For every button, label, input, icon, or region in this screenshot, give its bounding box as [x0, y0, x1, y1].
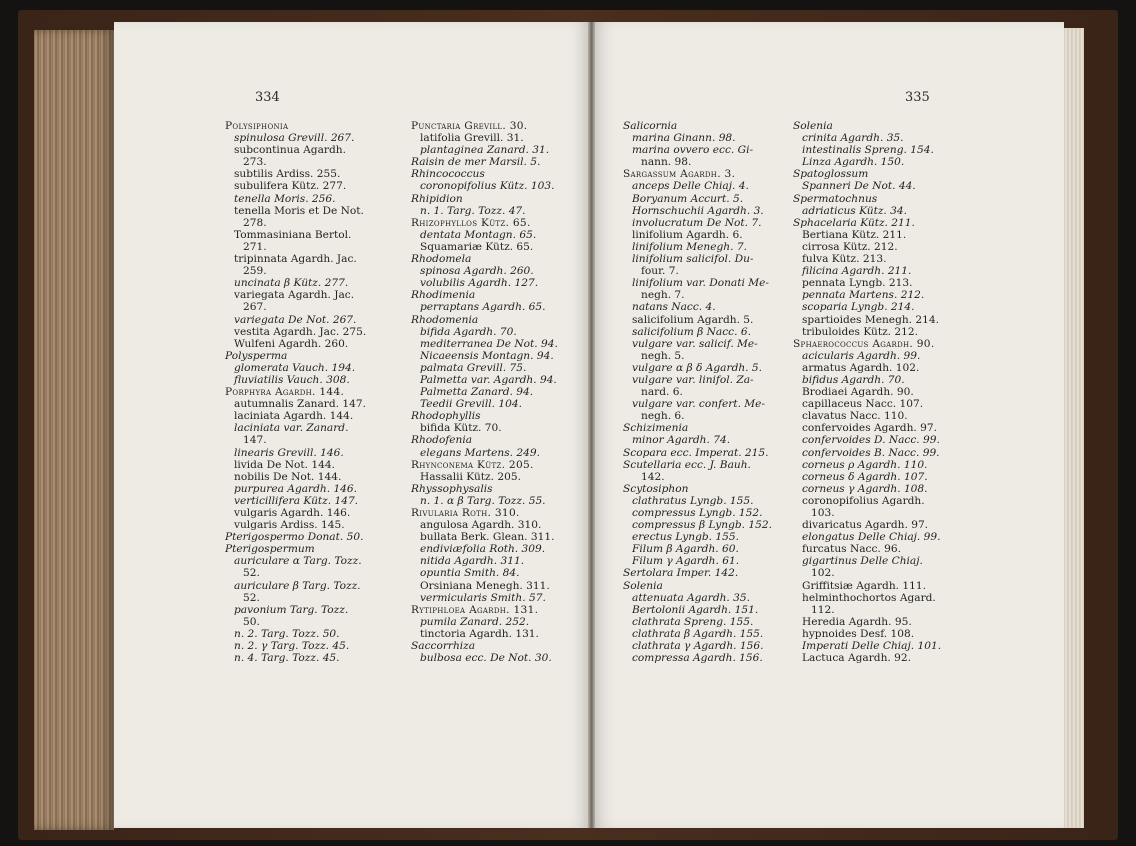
index-entry: subcontinua Agardh. — [234, 144, 346, 157]
index-entry: subtilis Ardiss. 255. — [234, 168, 341, 181]
index-entry: n. 4. Targ. Tozz. 45. — [234, 652, 340, 665]
index-entry: Pterigospermo Donat. 50. — [225, 531, 364, 544]
index-entry: purpurea Agardh. 146. — [234, 482, 358, 495]
index-entry: elegans Martens. 249. — [420, 446, 540, 459]
page-edges-right — [1062, 28, 1084, 828]
index-entry: Teedii Grevill. 104. — [420, 398, 522, 411]
index-entry: Boryanum Accurt. 5. — [632, 192, 744, 205]
index-entry: cirrosa Kütz. 212. — [802, 240, 898, 253]
index-entry: autumnalis Zanard. 147. — [234, 398, 366, 411]
index-entry: tenella Moris. 256. — [234, 192, 336, 205]
index-entry: salicifolium Agardh. 5. — [632, 313, 754, 326]
index-entry: Linza Agardh. 150. — [802, 156, 905, 169]
index-entry: spartioides Menegh. 214. — [802, 313, 939, 326]
index-entry: auriculare β Targ. Tozz. — [234, 579, 361, 592]
index-entry: dentata Montagn. 65. — [420, 228, 537, 241]
index-entry: variegata De Not. 267. — [234, 313, 357, 326]
index-entry: n. 2. γ Targ. Tozz. 45. — [234, 640, 350, 653]
index-entry: Filum γ Agardh. 61. — [632, 555, 740, 568]
index-entry: angulosa Agardh. 310. — [420, 519, 542, 532]
index-entry: filicina Agardh. 211. — [802, 265, 912, 278]
index-entry: n. 1. α β Targ. Tozz. 55. — [420, 494, 546, 507]
index-entry: tinctoria Agardh. 131. — [420, 627, 539, 640]
index-entry: crinita Agardh. 35. — [802, 132, 904, 145]
index-entry: 50. — [243, 615, 260, 628]
index-entry: pennata Martens. 212. — [802, 289, 925, 302]
index-entry: bullata Berk. Glean. 311. — [420, 531, 555, 544]
index-entry: Pterigospermum — [225, 543, 315, 556]
index-entry: vulgare var. salicif. Me- — [632, 337, 758, 350]
index-entry: tenella Moris et De Not. — [234, 204, 364, 217]
index-entry: mediterranea De Not. 94. — [420, 337, 558, 350]
index-entry: Rhodimenia — [411, 289, 476, 302]
index-entry: Schizimenia — [623, 422, 689, 435]
index-entry: 147. — [243, 434, 267, 447]
index-entry: nard. 6. — [641, 386, 683, 399]
index-entry: Palmetta var. Agardh. 94. — [420, 373, 557, 386]
index-entry: Solenia — [793, 120, 833, 132]
index-entry: Rhodofenia — [411, 434, 473, 447]
index-entry: Rhynconema Kütz. 205. — [411, 458, 534, 471]
index-entry: confervoides D. Nacc. 99. — [802, 434, 940, 447]
index-entry: intestinalis Spreng. 154. — [802, 144, 934, 157]
index-entry: clavatus Nacc. 110. — [802, 410, 908, 423]
index-entry: 142. — [641, 470, 665, 483]
index-entry: corneus δ Agardh. 107. — [802, 470, 928, 483]
index-entry: laciniata Agardh. 144. — [234, 410, 354, 423]
index-entry: Rhodophyllis — [411, 410, 481, 423]
index-column — [793, 120, 968, 664]
index-entry: 103. — [811, 507, 835, 519]
index-column — [225, 120, 400, 664]
index-entry: negh. 6. — [641, 410, 685, 423]
index-entry: Scopara ecc. Imperat. 215. — [623, 446, 769, 459]
index-entry: Salicornia — [623, 120, 678, 132]
index-entry: spinosa Agardh. 260. — [420, 265, 534, 278]
index-entry: 259. — [243, 265, 267, 278]
index-entry: Nicaeensis Montagn. 94. — [420, 349, 554, 362]
index-entry: confervoides Agardh. 97. — [802, 422, 937, 435]
index-entry: 271. — [243, 240, 267, 253]
index-entry: scoparia Lyngb. 214. — [802, 301, 915, 314]
index-entry: clathratus Lyngb. 155. — [632, 494, 754, 507]
index-entry: Rivularia Roth. 310. — [411, 507, 520, 519]
index-entry: Filum β Agardh. 60. — [632, 543, 739, 556]
index-entry: Imperati Delle Chiaj. 101. — [802, 640, 942, 653]
index-entry: confervoides B. Nacc. 99. — [802, 446, 940, 459]
index-entry: Brodiaei Agardh. 90. — [802, 386, 914, 399]
index-entry: natans Nacc. 4. — [632, 301, 716, 314]
index-entry: Solenia — [623, 579, 663, 592]
index-entry: Scutellaria ecc. J. Bauh. — [623, 458, 751, 471]
index-entry: Lactuca Agardh. 92. — [802, 652, 911, 665]
index-entry: negh. 5. — [641, 349, 685, 362]
index-entry: four. 7. — [641, 265, 679, 278]
index-entry: linifolium Agardh. 6. — [632, 228, 743, 241]
index-entry: nobilis De Not. 144. — [234, 470, 342, 483]
index-column — [411, 120, 586, 664]
index-entry: linifolium Menegh. 7. — [632, 240, 747, 253]
index-entry: n. 1. Targ. Tozz. 47. — [420, 204, 526, 217]
index-entry: Rhincococcus — [411, 168, 485, 181]
index-entry: fluviatilis Vauch. 308. — [234, 373, 350, 386]
index-entry: vulgare var. linifol. Za- — [632, 373, 754, 386]
index-entry: anceps Delle Chiaj. 4. — [632, 180, 749, 193]
index-entry: negh. 7. — [641, 289, 685, 302]
index-entry: Polysperma — [225, 349, 288, 362]
index-entry: Griffitsiæ Agardh. 111. — [802, 579, 926, 592]
index-entry: verticillifera Kütz. 147. — [234, 494, 359, 507]
index-entry: Rhodomenia — [411, 313, 479, 326]
index-entry: gigartinus Delle Chiaj. — [802, 555, 923, 568]
index-entry: nitida Agardh. 311. — [420, 555, 525, 568]
index-entry: 52. — [243, 567, 260, 580]
index-entry: marina ovvero ecc. Gi- — [632, 144, 754, 157]
index-entry: subulifera Kütz. 277. — [234, 180, 347, 193]
index-entry: Spatoglossum — [793, 168, 869, 181]
index-entry: Sertolara Imper. 142. — [623, 567, 739, 580]
index-entry: vestita Agardh. Jac. 275. — [234, 325, 367, 338]
index-entry: bulbosa ecc. De Not. 30. — [420, 652, 552, 665]
index-entry: 273. — [243, 156, 267, 169]
index-entry: Spermatochnus — [793, 192, 878, 205]
index-entry: compressus β Lyngb. 152. — [632, 519, 773, 532]
index-entry: Hassalii Kütz. 205. — [420, 470, 521, 483]
index-entry: compressus Lyngb. 152. — [632, 507, 763, 519]
index-entry: 102. — [811, 567, 835, 580]
index-entry: Rhyssophysalis — [411, 482, 493, 495]
index-entry: livida De Not. 144. — [234, 458, 335, 471]
index-entry: salicifolium β Nacc. 6. — [632, 325, 751, 338]
index-entry: elongatus Delle Chiaj. 99. — [802, 531, 941, 544]
page-number-right: 335 — [905, 90, 930, 105]
index-entry: Sphacelaria Kütz. 211. — [793, 216, 915, 229]
index-entry: Punctaria Grevill. 30. — [411, 120, 528, 132]
index-entry: linearis Grevill. 146. — [234, 446, 344, 459]
index-entry: opuntia Smith. 84. — [420, 567, 520, 580]
index-entry: volubilis Agardh. 127. — [420, 277, 539, 290]
index-entry: latifolia Grevill. 31. — [420, 132, 524, 145]
index-entry: Rhodomela — [411, 253, 472, 266]
index-entry: pavonium Targ. Tozz. — [234, 603, 349, 616]
index-entry: involucratum De Not. 7. — [632, 216, 762, 229]
index-entry: capillaceus Nacc. 107. — [802, 398, 924, 411]
index-entry: minor Agardh. 74. — [632, 434, 731, 447]
index-entry: Sphaerococcus Agardh. 90. — [793, 337, 935, 350]
index-entry: Bertiana Kütz. 211. — [802, 228, 907, 241]
index-entry: fulva Kütz. 213. — [802, 253, 887, 266]
index-entry: 112. — [811, 603, 835, 616]
index-entry: perraptans Agardh. 65. — [420, 301, 546, 314]
index-entry: compressa Agardh. 156. — [632, 652, 763, 665]
index-entry: erectus Lyngb. 155. — [632, 531, 739, 544]
index-entry: armatus Agardh. 102. — [802, 361, 920, 374]
index-entry: adriaticus Kütz. 34. — [802, 204, 907, 217]
index-entry: Porphyra Agardh. 144. — [225, 386, 345, 399]
index-entry: glomerata Vauch. 194. — [234, 361, 356, 374]
index-entry: coronopifolius Kütz. 103. — [420, 180, 555, 193]
index-entry: Spanneri De Not. 44. — [802, 180, 916, 193]
index-entry: vulgaris Agardh. 146. — [234, 507, 351, 519]
index-entry: Sargassum Agardh. 3. — [623, 168, 736, 181]
index-entry: laciniata var. Zanard. — [234, 422, 349, 435]
index-entry: bifidus Agardh. 70. — [802, 373, 905, 386]
index-entry: Hornschuchii Agardh. 3. — [632, 204, 764, 217]
index-entry: Orsiniana Menegh. 311. — [420, 579, 550, 592]
index-entry: tripinnata Agardh. Jac. — [234, 253, 357, 266]
index-entry: plantaginea Zanard. 31. — [420, 144, 550, 157]
index-entry: helminthochortos Agard. — [802, 591, 936, 604]
index-entry: marina Ginann. 98. — [632, 132, 736, 145]
index-column — [623, 120, 798, 664]
index-entry: vulgare var. confert. Me- — [632, 398, 766, 411]
index-entry: Heredia Agardh. 95. — [802, 615, 912, 628]
index-entry: variegata Agardh. Jac. — [234, 289, 355, 302]
index-entry: auriculare α Targ. Tozz. — [234, 555, 362, 568]
page-number-left: 334 — [255, 90, 280, 105]
index-entry: Saccorrhiza — [411, 640, 476, 653]
index-entry: Raisin de mer Marsil. 5. — [411, 156, 541, 169]
index-entry: spinulosa Grevill. 267. — [234, 132, 355, 145]
index-entry: Palmetta Zanard. 94. — [420, 386, 534, 399]
index-entry: vulgaris Ardiss. 145. — [234, 519, 345, 532]
index-entry: linifolium salicifol. Du- — [632, 253, 754, 266]
index-entry: furcatus Nacc. 96. — [802, 543, 901, 556]
index-entry: vulgare α β δ Agardh. 5. — [632, 361, 763, 374]
index-entry: pennata Lyngb. 213. — [802, 277, 913, 290]
index-entry: n. 2. Targ. Tozz. 50. — [234, 627, 340, 640]
index-entry: acicularis Agardh. 99. — [802, 349, 921, 362]
index-entry: palmata Grevill. 75. — [420, 361, 527, 374]
index-entry: Wulfeni Agardh. 260. — [234, 337, 349, 350]
index-entry: tribuloides Kütz. 212. — [802, 325, 918, 338]
index-entry: hypnoides Desf. 108. — [802, 627, 915, 640]
index-entry: nann. 98. — [641, 156, 692, 169]
index-entry: bifida Agardh. 70. — [420, 325, 517, 338]
index-entry: 267. — [243, 301, 267, 314]
page-edges-left — [34, 30, 114, 830]
index-entry: Rhizophyllos Kütz. 65. — [411, 216, 531, 229]
index-entry: 278. — [243, 216, 267, 229]
index-entry: bifida Kütz. 70. — [420, 422, 502, 435]
index-entry: uncinata β Kütz. 277. — [234, 277, 349, 290]
index-entry: Bertolonii Agardh. 151. — [632, 603, 759, 616]
index-entry: vermicularis Smith. 57. — [420, 591, 546, 604]
index-entry: pumila Zanard. 252. — [420, 615, 530, 628]
index-entry: endiviæfolia Roth. 309. — [420, 543, 546, 556]
index-entry: attenuata Agardh. 35. — [632, 591, 751, 604]
index-entry: corneus γ Agardh. 108. — [802, 482, 928, 495]
index-entry: divaricatus Agardh. 97. — [802, 519, 929, 532]
index-entry: Tommasiniana Bertol. — [234, 228, 352, 241]
index-entry: Scytosiphon — [623, 482, 689, 495]
index-entry: clathrata γ Agardh. 156. — [632, 640, 764, 653]
index-entry: Rhipidion — [411, 192, 463, 205]
index-entry: coronopifolius Agardh. — [802, 494, 925, 507]
book-gutter — [588, 22, 595, 828]
index-entry: 52. — [243, 591, 260, 604]
index-entry: linifolium var. Donati Me- — [632, 277, 769, 290]
index-entry: Rytiphloea Agardh. 131. — [411, 603, 539, 616]
index-entry: clathrata β Agardh. 155. — [632, 627, 764, 640]
index-entry: Polysiphonia — [225, 120, 289, 132]
index-entry: corneus ρ Agardh. 110. — [802, 458, 928, 471]
index-entry: clathrata Spreng. 155. — [632, 615, 754, 628]
index-entry: Squamariæ Kütz. 65. — [420, 240, 534, 253]
